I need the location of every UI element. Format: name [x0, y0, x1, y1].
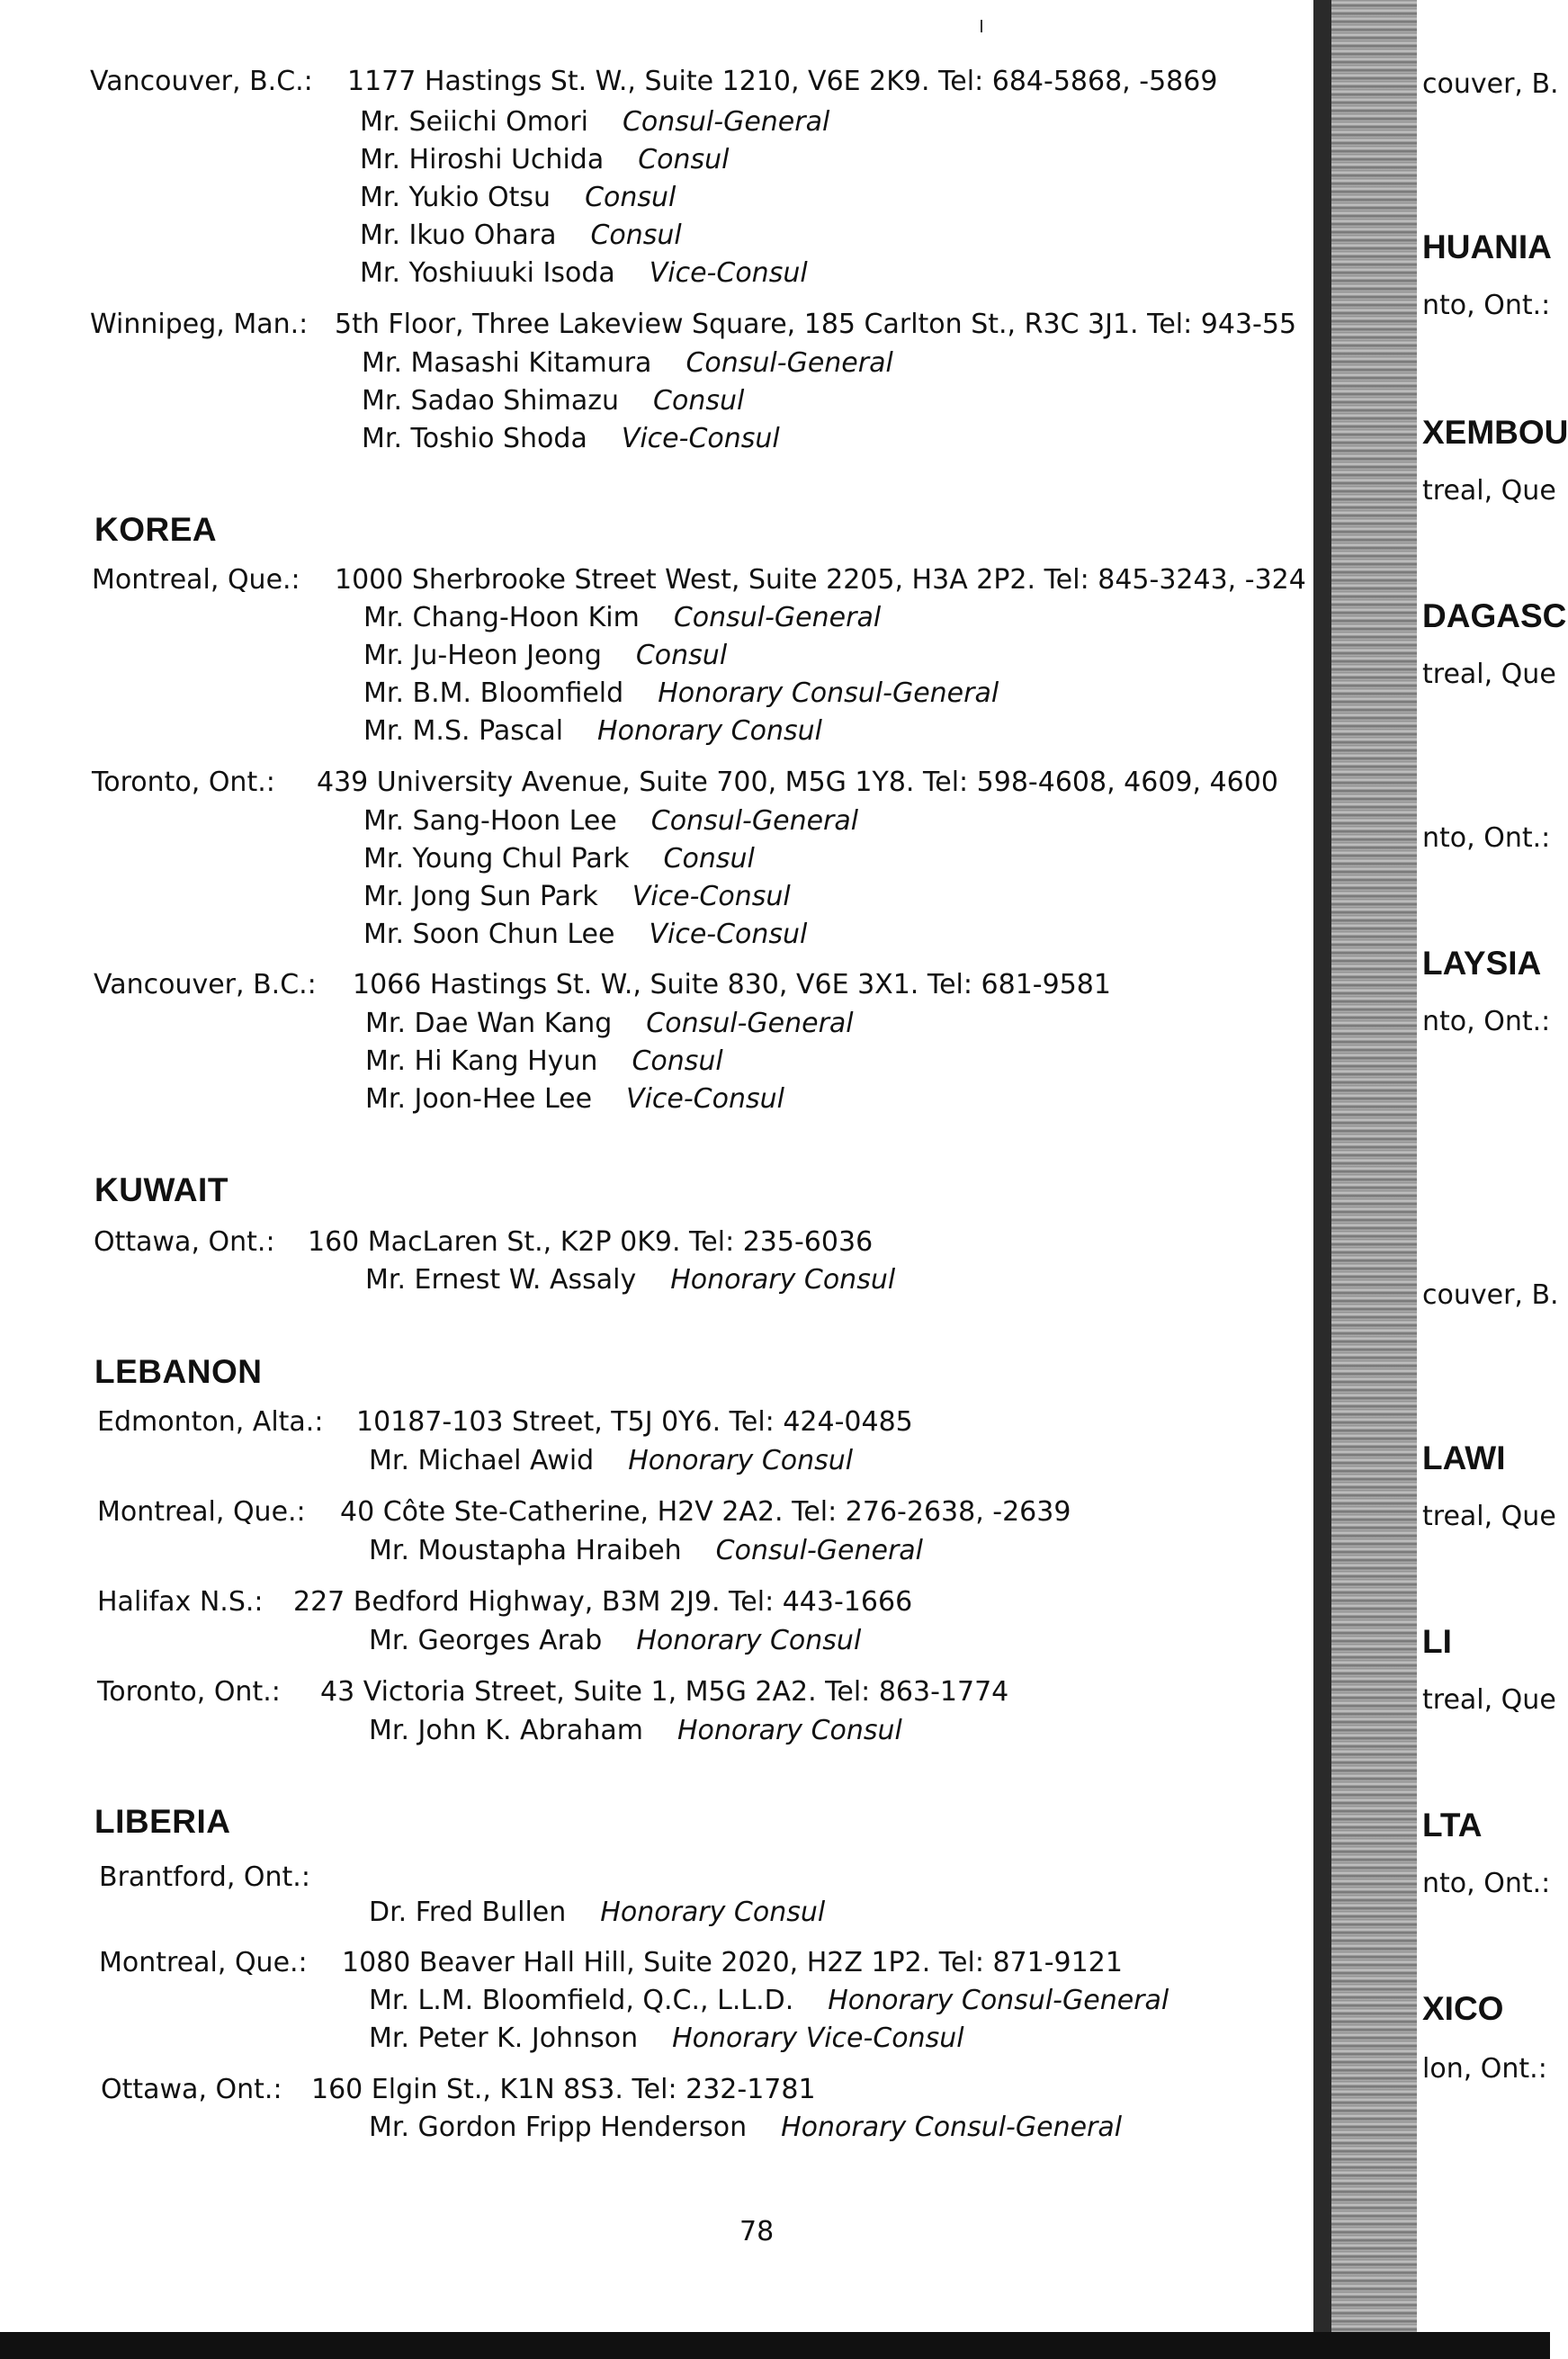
person-entry: [363, 642, 727, 669]
adjacent-heading: LI: [1422, 1623, 1452, 1660]
person-title: Consul-General: [685, 347, 893, 379]
city-label: Halifax N.S.:: [97, 1586, 264, 1618]
person-title: Honorary Consul-General: [781, 2112, 1123, 2143]
person-entry: [369, 1535, 924, 1566]
address-line: 1000 Sherbrooke Street West, Suite 2205, H3A 2P2. Tel: 845-3243, -324: [335, 564, 1306, 596]
person-title: Honorary Consul: [628, 1445, 854, 1476]
person-entry: [362, 385, 745, 417]
person-entry: [362, 423, 780, 454]
person-title: Consul-General: [650, 805, 859, 837]
person-entry: [360, 222, 682, 249]
person-title: Honorary Consul: [676, 1715, 902, 1746]
person-name: Dr. Fred Bullen: [369, 1897, 567, 1928]
adjacent-text: couver, B.: [1422, 68, 1559, 100]
person-entry: [363, 921, 807, 948]
page-number: 78: [739, 2216, 775, 2247]
person-title: Honorary Consul: [670, 1264, 896, 1296]
person-entry: [369, 2114, 1122, 2141]
adjacent-text: treal, Que: [1422, 1501, 1556, 1532]
person-entry: [365, 1083, 784, 1115]
address-line: 439 University Avenue, Suite 700, M5G 1Y8. Tel: 598-4608, 4609, 4600: [317, 767, 1278, 798]
person-name: Mr. Peter K. Johnson: [369, 2023, 639, 2054]
address-line: 160 Elgin St., K1N 8S3. Tel: 232-1781: [311, 2074, 816, 2105]
person-entry: [360, 144, 730, 175]
adjacent-text: couver, B.: [1422, 1279, 1559, 1311]
person-name: Mr. Moustapha Hraibeh: [369, 1535, 682, 1566]
person-title: Consul: [632, 1045, 723, 1077]
adjacent-heading: DAGASC: [1422, 597, 1567, 634]
city-label: Vancouver, B.C.:: [94, 969, 317, 1000]
adjacent-text: treal, Que: [1422, 1684, 1556, 1716]
person-title: Consul-General: [715, 1535, 924, 1566]
person-name: Mr. Hi Kang Hyun: [365, 1045, 598, 1077]
person-title: Consul: [635, 640, 728, 671]
person-name: Mr. B.M. Bloomfield: [363, 677, 624, 709]
scan-edge: [0, 2332, 1550, 2359]
person-title: Consul: [663, 843, 755, 875]
person-name: Mr. Seiichi Omori: [360, 106, 588, 138]
address-line: 10187-103 Street, T5J 0Y6. Tel: 424-0485: [356, 1406, 913, 1438]
adjacent-heading: XEMBOU: [1422, 414, 1568, 451]
address-line: 1066 Hastings St. W., Suite 830, V6E 3X1. Tel: 681-9581: [353, 969, 1111, 1000]
person-name: Mr. Dae Wan Kang: [365, 1008, 613, 1039]
person-name: Mr. John K. Abraham: [369, 1715, 643, 1746]
address-line: 160 MacLaren St., K2P 0K9. Tel: 235-6036: [308, 1226, 874, 1258]
city-label: Brantford, Ont.:: [99, 1861, 310, 1893]
address-line: 1080 Beaver Hall Hill, Suite 2020, H2Z 1P2. Tel: 871-9121: [342, 1947, 1123, 1978]
address-line: 40 Côte Ste-Catherine, H2V 2A2. Tel: 276-2638, -2639: [340, 1496, 1071, 1528]
person-entry: [365, 1045, 723, 1077]
person-entry: [362, 347, 893, 379]
person-name: Mr. Masashi Kitamura: [362, 347, 652, 379]
city-label: Vancouver, B.C.:: [90, 66, 313, 97]
adjacent-text: nto, Ont.:: [1422, 1006, 1551, 1037]
adjacent-heading: LAWI: [1422, 1440, 1506, 1476]
person-title: Honorary Consul: [636, 1625, 862, 1656]
adjacent-text: treal, Que: [1422, 475, 1556, 507]
person-name: Mr. Ikuo Ohara: [360, 220, 557, 251]
person-entry: [363, 715, 822, 747]
person-entry: [363, 843, 755, 875]
person-name: Mr. Hiroshi Uchida: [360, 144, 605, 175]
address-line: 227 Bedford Highway, B3M 2J9. Tel: 443-1666: [293, 1586, 913, 1618]
person-name: Mr. Michael Awid: [369, 1445, 595, 1476]
adjacent-text: treal, Que: [1422, 659, 1556, 690]
adjacent-heading: XICO: [1422, 1990, 1504, 2027]
person-title: Vice-Consul: [621, 423, 780, 454]
person-name: Mr. Ernest W. Assaly: [365, 1264, 637, 1296]
person-name: Mr. Ju-Heon Jeong: [363, 640, 602, 671]
person-title: Vice-Consul: [649, 919, 808, 950]
adjacent-page: [1417, 0, 1568, 2359]
person-entry: [360, 184, 676, 211]
person-title: Honorary Consul: [600, 1897, 826, 1928]
adjacent-text: nto, Ont.:: [1422, 1868, 1551, 1899]
book-spine: [1331, 0, 1421, 2359]
person-name: Mr. Sang-Hoon Lee: [363, 805, 617, 837]
person-entry: [365, 1010, 854, 1037]
person-name: Mr. Joon-Hee Lee: [365, 1083, 593, 1115]
person-name: Mr. Toshio Shoda: [362, 423, 587, 454]
city-label: Montreal, Que.:: [92, 564, 300, 596]
person-name: Mr. Chang-Hoon Kim: [363, 602, 640, 633]
adjacent-text: nto, Ont.:: [1422, 822, 1551, 854]
person-name: Mr. Young Chul Park: [363, 843, 630, 875]
person-entry: [360, 106, 830, 138]
city-label: Edmonton, Alta.:: [97, 1406, 324, 1438]
person-entry: [363, 602, 882, 633]
city-label: Ottawa, Ont.:: [101, 2074, 282, 2105]
person-name: Mr. M.S. Pascal: [363, 715, 564, 747]
person-entry: [369, 1899, 825, 1926]
person-entry: [369, 1715, 902, 1746]
scan-mark: [981, 20, 982, 32]
person-title: Vice-Consul: [649, 257, 808, 289]
city-label: Ottawa, Ont.:: [94, 1226, 275, 1258]
city-label: Winnipeg, Man.:: [90, 309, 309, 340]
adjacent-heading: LAYSIA: [1422, 945, 1542, 982]
person-title: Consul: [585, 182, 676, 213]
country-heading-lebanon: LEBANON: [94, 1353, 263, 1390]
adjacent-text: lon, Ont.:: [1422, 2053, 1547, 2085]
person-entry: [369, 2025, 964, 2052]
person-title: Consul-General: [622, 106, 830, 138]
city-label: Toronto, Ont.:: [97, 1676, 281, 1708]
person-title: Consul: [590, 220, 682, 251]
person-title: Honorary Vice-Consul: [672, 2023, 964, 2054]
person-entry: [363, 677, 999, 709]
country-heading-liberia: LIBERIA: [94, 1803, 231, 1840]
address-line: 5th Floor, Three Lakeview Square, 185 Carlton St., R3C 3J1. Tel: 943-55: [335, 309, 1297, 340]
person-title: Consul-General: [673, 602, 882, 633]
city-label: Toronto, Ont.:: [92, 767, 275, 798]
person-entry: [369, 1445, 854, 1476]
person-title: Consul: [653, 385, 745, 417]
person-name: Mr. Sadao Shimazu: [362, 385, 620, 417]
person-name: Mr. Yoshiuuki Isoda: [360, 257, 615, 289]
person-title: Consul-General: [646, 1008, 854, 1039]
person-entry: [363, 805, 859, 837]
person-name: Mr. Georges Arab: [369, 1625, 603, 1656]
person-title: Consul: [638, 144, 730, 175]
address-line: 43 Victoria Street, Suite 1, M5G 2A2. Tel: 863-1774: [320, 1676, 1009, 1708]
country-heading-kuwait: KUWAIT: [94, 1171, 228, 1208]
person-name: Mr. Soon Chun Lee: [363, 919, 615, 950]
person-name: Mr. Jong Sun Park: [363, 881, 598, 912]
person-entry: [360, 257, 808, 289]
city-label: Montreal, Que.:: [97, 1496, 306, 1528]
person-entry: [369, 1987, 1169, 2014]
person-entry: [369, 1625, 862, 1656]
address-line: 1177 Hastings St. W., Suite 1210, V6E 2K9. Tel: 684-5868, -5869: [347, 66, 1218, 97]
person-title: Vice-Consul: [626, 1083, 784, 1115]
person-entry: [363, 881, 791, 912]
person-name: Mr. Gordon Fripp Henderson: [369, 2112, 748, 2143]
person-title: Honorary Consul: [597, 715, 822, 747]
country-heading-korea: KOREA: [94, 511, 218, 548]
person-name: Mr. Yukio Otsu: [360, 182, 551, 213]
adjacent-heading: HUANIA: [1422, 229, 1552, 265]
person-title: Honorary Consul-General: [658, 677, 999, 709]
person-entry: [365, 1264, 896, 1296]
person-title: Honorary Consul-General: [828, 1985, 1169, 2016]
adjacent-text: nto, Ont.:: [1422, 290, 1551, 321]
person-title: Vice-Consul: [632, 881, 791, 912]
city-label: Montreal, Que.:: [99, 1947, 308, 1978]
adjacent-heading: LTA: [1422, 1807, 1483, 1843]
person-name: Mr. L.M. Bloomfield, Q.C., L.L.D.: [369, 1985, 794, 2016]
